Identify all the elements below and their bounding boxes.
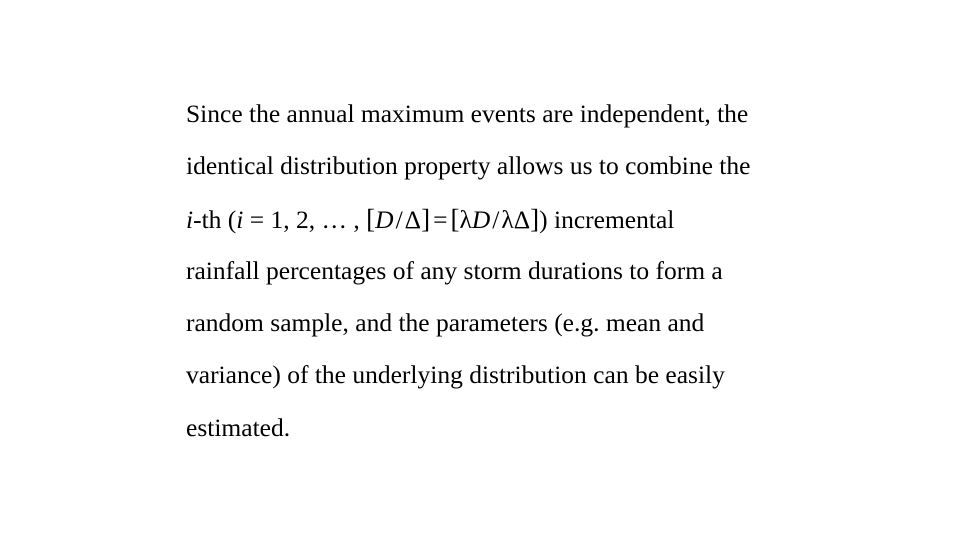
index-variable: i bbox=[186, 204, 194, 234]
formula-lambda-2: λ bbox=[501, 204, 514, 234]
index-variable-2: i bbox=[236, 204, 244, 234]
left-bracket-1: [ bbox=[366, 203, 376, 234]
formula-D-2: D bbox=[471, 204, 491, 234]
paragraph-line-4: rainfall percentages of any storm durations to form a bbox=[186, 255, 723, 285]
formula bbox=[366, 205, 539, 234]
paragraph-line-2: identical distribution property allows us to combine the bbox=[186, 151, 751, 181]
formula-slash-2: / bbox=[492, 204, 500, 234]
formula-delta-2: Δ bbox=[513, 204, 531, 234]
left-bracket-2: [ bbox=[450, 203, 460, 234]
formula-lambda-1: λ bbox=[459, 204, 472, 234]
right-bracket-1: ] bbox=[421, 203, 431, 234]
index-enumeration: = 1, 2, … , bbox=[243, 204, 367, 234]
paragraph-line-3 bbox=[186, 193, 886, 245]
formula-delta-1: Δ bbox=[404, 204, 422, 234]
paragraph-line-7: estimated. bbox=[186, 412, 291, 442]
th-suffix: -th ( bbox=[193, 204, 237, 234]
formula-equals: = bbox=[433, 204, 448, 234]
body-paragraph bbox=[186, 88, 886, 454]
paragraph-line-5: random sample, and the parameters (e.g. mean and bbox=[186, 308, 705, 338]
paragraph-line-6: variance) of the underlying distribution can be easily bbox=[186, 360, 725, 390]
line-3-tail: ) incremental bbox=[539, 204, 675, 234]
paragraph-line-1: Since the annual maximum events are independent, the bbox=[186, 99, 749, 128]
formula-D-1: D bbox=[375, 204, 394, 234]
right-bracket-2: ] bbox=[530, 203, 540, 234]
formula-slash-1: / bbox=[395, 204, 403, 234]
